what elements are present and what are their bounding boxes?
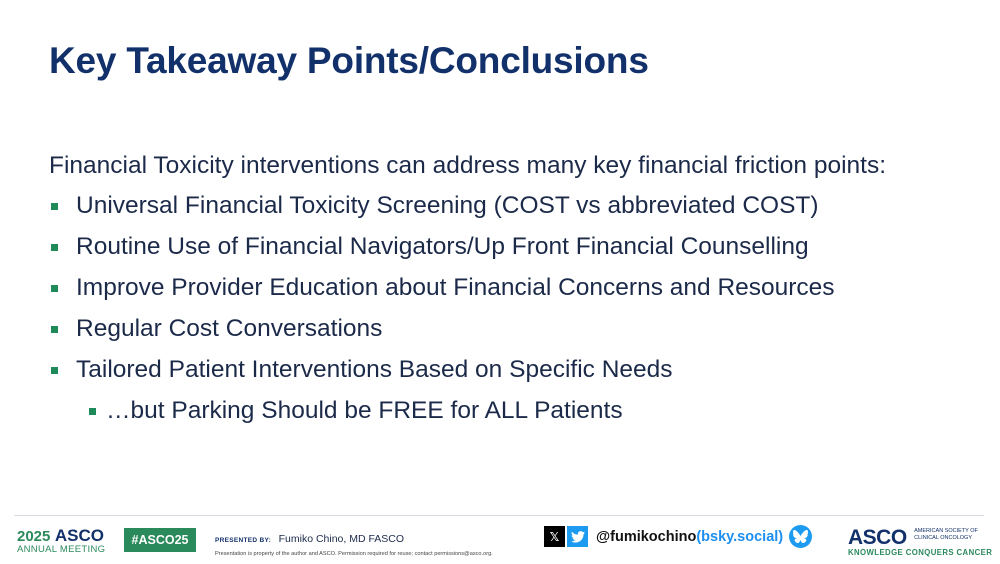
bullet-text: Regular Cost Conversations [76,315,383,342]
meeting-brand: ASCO [54,526,104,545]
sub-bullet-text: …but Parking Should be FREE for ALL Patients [106,397,623,424]
bullet-square-icon [51,244,58,251]
handle-domain: (bsky.social) [696,528,784,545]
asco-society-line: AMERICAN SOCIETY OF [914,528,978,534]
meeting-year: 2025 [17,528,51,545]
slide-title: Key Takeaway Points/Conclusions [49,40,649,81]
bluesky-butterfly-icon [789,525,812,548]
social-handles [544,525,812,548]
asco-logo [848,526,992,557]
presenter-name: Fumiko Chino, MD FASCO [278,533,405,545]
intro-text: Financial Toxicity interventions can address many key financial friction points: [49,152,887,179]
x-icon: 𝕏 [544,526,565,547]
hashtag-badge: #ASCO25 [124,528,196,552]
handle-name: @fumikochino [596,528,697,545]
footer-divider [14,515,984,516]
twitter-bird-icon [567,526,588,547]
bullet-text: Universal Financial Toxicity Screening (COST vs abbreviated COST) [76,192,819,219]
social-handle [596,529,783,545]
presented-by-label: PRESENTED BY: [215,537,272,544]
bullet-square-icon [51,326,58,333]
annual-meeting-logo [17,526,105,555]
asco-wordmark: ASCO [848,526,907,549]
asco-society-name [914,528,978,541]
bullet-square-icon [89,408,96,415]
bullet-text: Tailored Patient Interventions Based on Specific Needs [76,356,673,383]
presenter-info [215,529,493,557]
disclaimer-text: Presentation is property of the author and ASCO. Permission required for reuse; contact permissions@asco.org. [215,551,493,557]
bullet-text: Routine Use of Financial Navigators/Up Front Financial Counselling [76,233,809,260]
bullet-square-icon [51,367,58,374]
meeting-subtitle: ANNUAL MEETING [17,544,106,555]
bullet-text: Improve Provider Education about Financial Concerns and Resources [76,274,835,301]
bullet-square-icon [51,285,58,292]
asco-society-line: CLINICAL ONCOLOGY [914,534,973,541]
bullet-square-icon [51,203,58,210]
asco-tagline: KNOWLEDGE CONQUERS CANCER [848,548,993,557]
